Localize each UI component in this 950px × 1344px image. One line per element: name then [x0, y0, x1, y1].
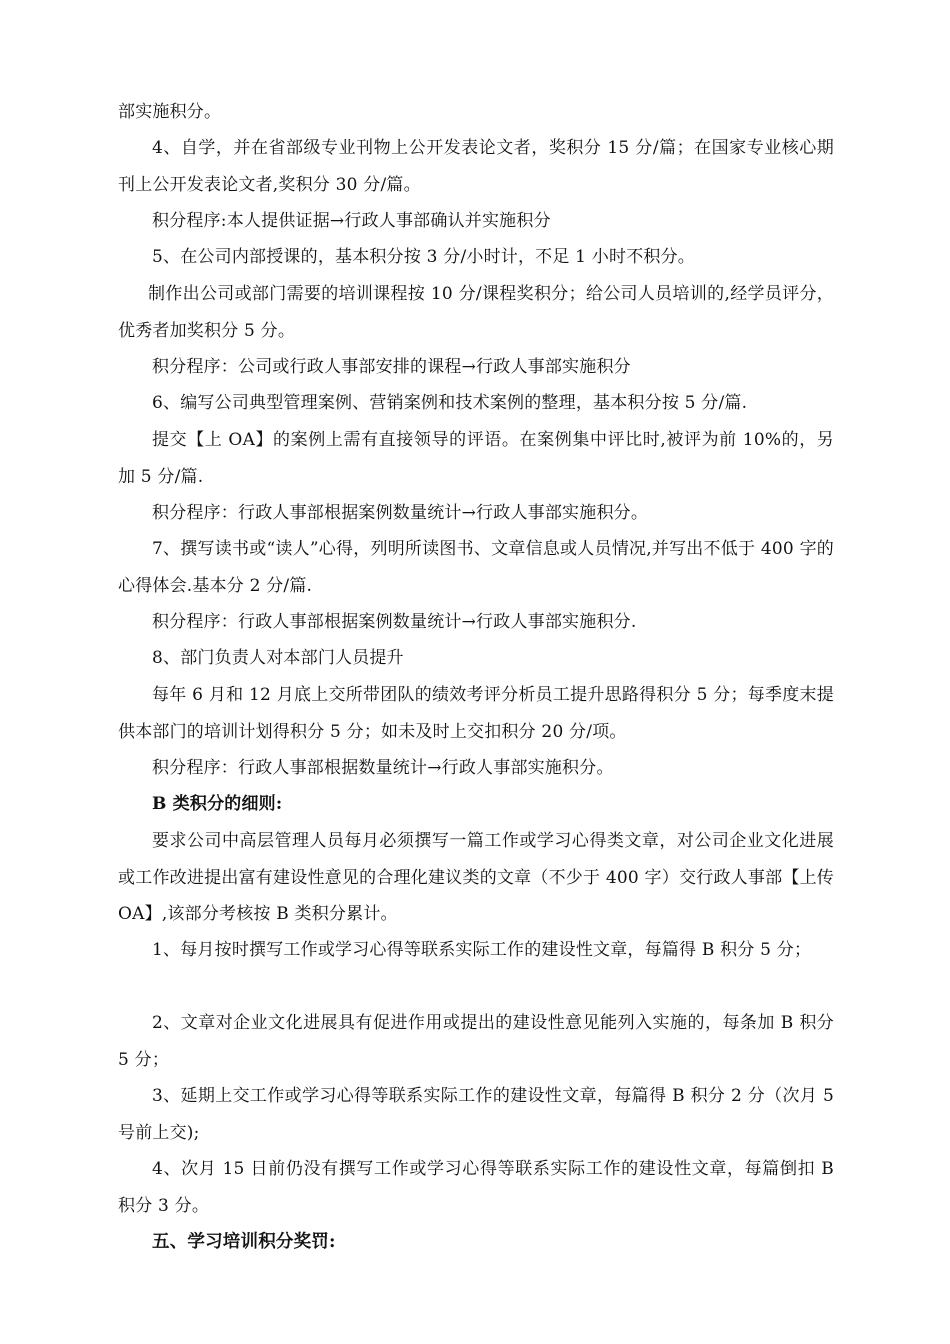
paragraph-item-4-publication: 4、自学，并在省部级专业刊物上公开发表论文者，奖积分 15 分/篇；在国家专业核心期刊上公开发表论文者,奖积分 30 分/篇。	[118, 138, 834, 195]
paragraph-b-item-3: 3、延期上交工作或学习心得等联系实际工作的建设性文章，每篇得 B 积分 2 分（次月 5 号前上交);	[118, 1086, 834, 1143]
heading-b-class-rules: B 类积分的细则:	[152, 794, 283, 814]
paragraph-team-evaluation: 每年 6 月和 12 月底上交所带团队的绩效考评分析员工提升思路得积分 5 分；每季度末提供本部门的培训计划得积分 5 分；如未及时上交扣积分 20 分/项。	[118, 685, 834, 742]
paragraph-item-5-teaching: 5、在公司内部授课的，基本积分按 3 分/小时计，不足 1 小时不积分。	[152, 247, 695, 267]
paragraph-b-item-2: 2、文章对企业文化进展具有促进作用或提出的建设性意见能列入实施的，每条加 B 积分 5 分；	[118, 1013, 834, 1070]
paragraph-case-submission: 提交【上 OA】的案例上需有直接领导的评语。在案例集中评比时,被评为前 10%的，另加 5 分/篇.	[118, 430, 834, 487]
paragraph-procedure-4: 积分程序：行政人事部根据案例数量统计→行政人事部实施积分.	[152, 612, 637, 632]
paragraph-item-8-managers: 8、部门负责人对本部门人员提升	[152, 648, 404, 668]
paragraph-b-class-requirement: 要求公司中高层管理人员每月必须撰写一篇工作或学习心得类文章，对公司企业文化进展或工作改进提出富有建设性意见的合理化建议类的文章（不少于 400 字）交行政人事部【上传 OA】,该部分考核按 B 类积分累计。	[118, 831, 834, 924]
paragraph-item-7-reading: 7、撰写读书或“读人”心得，列明所读图书、文章信息或人员情况,并写出不低于 400 字的心得体会.基本分 2 分/篇.	[118, 539, 834, 596]
paragraph-course-creation: 制作出公司或部门需要的培训课程按 10 分/课程奖积分；给公司人员培训的,经学员评分，优秀者加奖积分 5 分。	[118, 284, 834, 341]
paragraph-procedure-1: 积分程序:本人提供证据→行政人事部确认并实施积分	[152, 211, 551, 231]
paragraph-procedure-5: 积分程序：行政人事部根据数量统计→行政人事部实施积分。	[152, 758, 614, 778]
paragraph-b-item-1: 1、每月按时撰写工作或学习心得等联系实际工作的建设性文章，每篇得 B 积分 5 分；	[152, 940, 812, 960]
paragraph-procedure-2: 积分程序：公司或行政人事部安排的课程→行政人事部实施积分	[152, 357, 631, 377]
paragraph-item-6-cases: 6、编写公司典型管理案例、营销案例和技术案例的整理，基本积分按 5 分/篇.	[152, 393, 748, 413]
heading-section-5: 五、学习培训积分奖罚:	[152, 1232, 336, 1252]
paragraph-b-item-4: 4、次月 15 日前仍没有撰写工作或学习心得等联系实际工作的建设性文章，每篇倒扣 B 积分 3 分。	[118, 1159, 834, 1216]
paragraph-procedure-3: 积分程序：行政人事部根据案例数量统计→行政人事部实施积分。	[152, 503, 649, 523]
paragraph-continuation: 部实施积分。	[118, 102, 222, 122]
